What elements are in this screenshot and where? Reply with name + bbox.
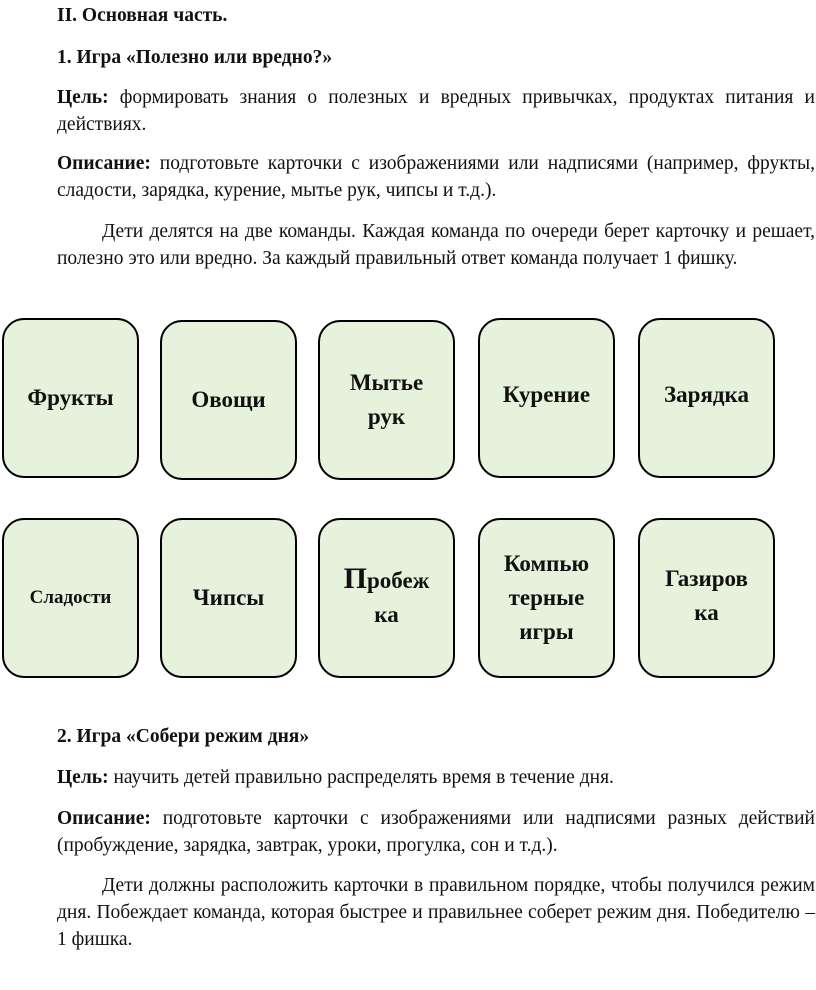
card-computer-games: Компью терные игры (478, 518, 615, 678)
game1-goal (57, 84, 815, 138)
game2-goal (57, 764, 815, 791)
game1-rules: Дети делятся на две команды. Каждая команда по очереди берет карточку и решает, полезно это или вредно. За каждый правильный ответ команда получает 1 фишку. (57, 221, 815, 269)
game2-title: 2. Игра «Собери режим дня» (57, 726, 310, 747)
description-text: подготовьте карточки с изображениями или надписями разных действий (пробуждение, зарядка, завтрак, уроки, прогулка, сон и т.д.). (57, 808, 815, 856)
section-title: II. Основная часть. (57, 5, 228, 26)
card-smoking: Курение (478, 318, 615, 478)
game2-description (57, 805, 815, 859)
description-label: Описание: (57, 153, 151, 174)
card-vegetables: Овощи (160, 320, 297, 480)
card-chips: Чипсы (160, 518, 297, 678)
card-fruits: Фрукты (2, 318, 139, 478)
card-soda: Газиров ка (638, 518, 775, 678)
game1-title: 1. Игра «Полезно или вредно?» (57, 47, 333, 68)
description-text: подготовьте карточки с изображениями или надписями (например, фрукты, сладости, зарядка, курение, мытье рук, чипсы и т.д.). (57, 153, 815, 201)
goal-text: формировать знания о полезных и вредных привычках, продуктах питания и действиях. (57, 87, 815, 135)
game2-rules: Дети должны расположить карточки в правильном порядке, чтобы получился режим дня. Побеждает команда, которая быстрее и правильнее соберет режим дня. Победителю – 1 фишка. (57, 875, 815, 950)
goal-label: Цель: (57, 767, 109, 788)
card-sweets: Сладости (2, 518, 139, 678)
goal-text: научить детей правильно распределять время в течение дня. (108, 767, 614, 788)
goal-label: Цель: (57, 87, 109, 108)
card-jogging: Пробеж ка (318, 518, 455, 678)
description-label: Описание: (57, 808, 151, 829)
game1-description (57, 150, 815, 204)
card-hand-washing: Мытье рук (318, 320, 455, 480)
card-exercise: Зарядка (638, 318, 775, 478)
